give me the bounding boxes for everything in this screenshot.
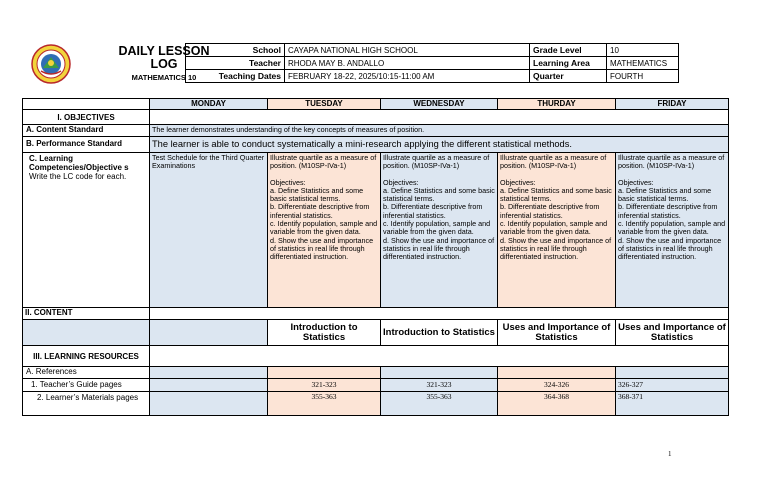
content-standard-label: A. Content Standard xyxy=(23,125,150,137)
competency-wednesday xyxy=(381,153,498,308)
objective-b: b. Differentiate descriptive from inferential statistics. xyxy=(618,202,718,220)
subject-label: MATHEMATICS 10 xyxy=(131,73,197,82)
objectives-label: Objectives: xyxy=(500,177,536,187)
objective-a: a. Define Statistics and some basic statistical terms. xyxy=(618,185,712,204)
learning-area-label: Learning Area xyxy=(530,57,607,70)
performance-standard-text: The learner is able to conduct systematically a mini-research applying the different statistical methods. xyxy=(150,137,729,153)
section-objectives: I. OBJECTIVES xyxy=(23,110,150,125)
objectives-label: Objectives: xyxy=(618,177,654,187)
document-title: DAILY LESSON LOG xyxy=(118,44,210,71)
objective-c: c. Identify population, sample and variable from the given data. xyxy=(383,219,491,237)
day-header-monday: MONDAY xyxy=(150,99,268,110)
references-friday xyxy=(616,367,729,379)
objective-b: b. Differentiate descriptive from inferential statistics. xyxy=(383,202,483,220)
school-value: CAYAPA NATIONAL HIGH SCHOOL xyxy=(285,44,530,57)
school-label: School xyxy=(186,44,285,57)
corner-cell xyxy=(23,99,150,110)
topic-label-blank xyxy=(23,320,150,346)
day-header-friday: FRIDAY xyxy=(616,99,729,110)
tg-tuesday: 321-323 xyxy=(268,379,381,392)
day-header-thursday: THURDAY xyxy=(498,99,616,110)
references-wednesday xyxy=(381,367,498,379)
objective-d: d. Show the use and importance of statistics in real life through differentiated instruction. xyxy=(383,235,495,262)
section-content: II. CONTENT xyxy=(23,308,150,320)
topic-wednesday: Introduction to Statistics xyxy=(381,320,498,346)
section-learning-resources: III. LEARNING RESOURCES xyxy=(23,346,150,367)
performance-standard-label: B. Performance Standard xyxy=(23,137,150,153)
quarter-label: Quarter xyxy=(530,70,607,83)
tg-thursday: 324-326 xyxy=(498,379,616,392)
tg-wednesday: 321-323 xyxy=(381,379,498,392)
lm-friday: 368-371 xyxy=(616,392,729,416)
topic-thursday: Uses and Importance of Statistics xyxy=(498,320,616,346)
teaching-dates-label: Teaching Dates xyxy=(186,70,285,83)
objective-c: c. Identify population, sample and variable from the given data. xyxy=(618,219,726,237)
objective-d: d. Show the use and importance of statistics in real life through differentiated instruction. xyxy=(618,235,722,262)
lm-monday xyxy=(150,392,268,416)
day-header-wednesday: WEDNESDAY xyxy=(381,99,498,110)
competency-head: Illustrate quartile as a measure of position. (M10SP-IVa-1) xyxy=(383,153,490,171)
page-number: 1 xyxy=(668,450,672,458)
objective-d: d. Show the use and importance of statistics in real life through differentiated instruction. xyxy=(500,235,612,262)
lesson-log-header xyxy=(29,43,729,85)
competency-head: Illustrate quartile as a measure of position. (M10SP-IVa-1) xyxy=(270,153,377,171)
objective-a: a. Define Statistics and some basic statistical terms. xyxy=(383,185,495,204)
tg-friday: 326-327 xyxy=(616,379,729,392)
lm-thursday: 364-368 xyxy=(498,392,616,416)
objectives-label: Objectives: xyxy=(383,177,419,187)
teaching-dates-value: FEBRUARY 18-22, 2025/10:15-11:00 AM xyxy=(285,70,530,83)
school-seal-logo xyxy=(31,44,71,84)
lm-wednesday: 355-363 xyxy=(381,392,498,416)
references-monday xyxy=(150,367,268,379)
objectives-blank xyxy=(150,110,729,125)
competency-monday: Test Schedule for the Third Quarter Examinations xyxy=(150,153,268,308)
content-blank xyxy=(150,308,729,320)
content-standard-text: The learner demonstrates understanding of the key concepts of measures of position. xyxy=(150,125,729,137)
competency-friday xyxy=(616,153,729,308)
grade-level-label: Grade Level xyxy=(530,44,607,57)
learners-materials-label: 2. Learner’s Materials pages xyxy=(23,392,150,416)
objective-a: a. Define Statistics and some basic statistical terms. xyxy=(270,185,364,204)
objective-a: a. Define Statistics and some basic statistical terms. xyxy=(500,185,612,204)
teacher-label: Teacher xyxy=(186,57,285,70)
competency-thursday xyxy=(498,153,616,308)
objective-c: c. Identify population, sample and variable from the given data. xyxy=(270,219,378,237)
teachers-guide-label: 1. Teacher’s Guide pages xyxy=(23,379,150,392)
references-tuesday xyxy=(268,367,381,379)
quarter-value: FOURTH xyxy=(607,70,679,83)
competency-head: Illustrate quartile as a measure of position. (M10SP-IVa-1) xyxy=(618,153,725,171)
references-label: A. References xyxy=(23,367,150,379)
learning-area-value: MATHEMATICS xyxy=(607,57,679,70)
topic-friday: Uses and Importance of Statistics xyxy=(616,320,729,346)
grade-level-value: 10 xyxy=(607,44,679,57)
objective-c: c. Identify population, sample and variable from the given data. xyxy=(500,219,608,237)
objective-d: d. Show the use and importance of statistics in real life through differentiated instruction. xyxy=(270,235,374,262)
tg-monday xyxy=(150,379,268,392)
references-thursday xyxy=(498,367,616,379)
header-info-table xyxy=(185,43,679,83)
resources-blank xyxy=(150,346,729,367)
lesson-grid xyxy=(22,98,729,416)
competencies-label xyxy=(23,153,150,308)
competencies-label-note: Write the LC code for each. xyxy=(29,172,127,181)
topic-tuesday: Introduction to Statistics xyxy=(268,320,381,346)
objective-b: b. Differentiate descriptive from inferential statistics. xyxy=(270,202,370,220)
objectives-label: Objectives: xyxy=(270,177,306,187)
day-header-tuesday: TUESDAY xyxy=(268,99,381,110)
competency-head: Illustrate quartile as a measure of position. (M10SP-IVa-1) xyxy=(500,153,607,171)
objective-b: b. Differentiate descriptive from inferential statistics. xyxy=(500,202,600,220)
lm-tuesday: 355-363 xyxy=(268,392,381,416)
teacher-value: RHODA MAY B. ANDALLO xyxy=(285,57,530,70)
topic-monday xyxy=(150,320,268,346)
competencies-label-bold: C. Learning Competencies/Objective s xyxy=(29,154,129,172)
competency-tuesday xyxy=(268,153,381,308)
